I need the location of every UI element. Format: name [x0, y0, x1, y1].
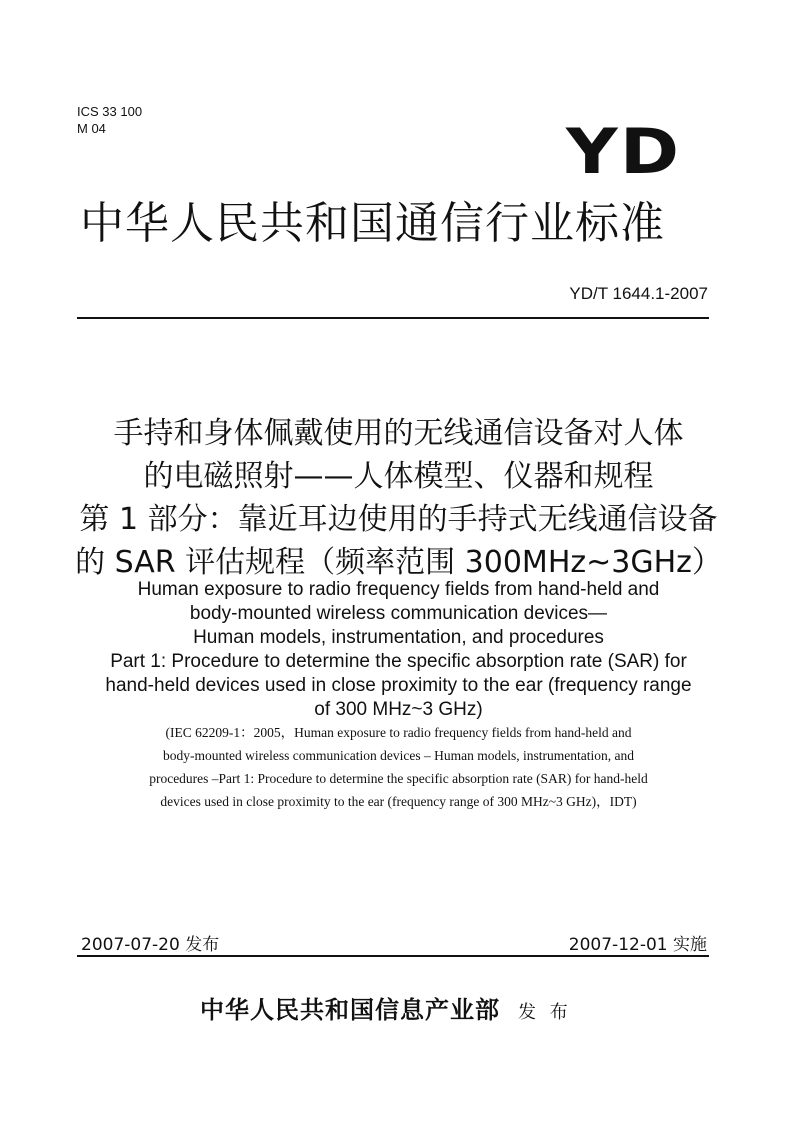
iec-note-line: body-mounted wireless communication devices – Human models, instrumentation, and [163, 748, 634, 763]
iec-note-line: (IEC 62209-1：2005，Human exposure to radio frequency fields from hand-held and [165, 725, 632, 740]
issuing-authority [200, 990, 572, 1025]
top-divider [77, 317, 709, 319]
english-title-line: of 300 MHz~3 GHz) [314, 699, 483, 720]
english-title [0, 578, 797, 722]
iec-note-line: devices used in close proximity to the ear (frequency range of 300 MHz~3 GHz)，IDT) [160, 794, 637, 809]
english-title-line: hand-held devices used in close proximity to the ear (frequency range [105, 675, 692, 696]
chinese-title [0, 412, 797, 584]
standard-number: YD/T 1644.1-2007 [569, 284, 708, 303]
issue-date: 2007-07-20 发布 [81, 935, 220, 955]
english-title-line: body-mounted wireless communication devices— [189, 603, 608, 624]
english-title-line: Human exposure to radio frequency fields from hand-held and [137, 579, 660, 600]
classification-codes [77, 103, 142, 137]
ccs-code: M 04 [77, 121, 106, 136]
english-title-line: Part 1: Procedure to determine the specific absorption rate (SAR) for [110, 651, 687, 672]
iec-equivalence-note [0, 721, 797, 813]
chinese-title-line: 的电磁照射——人体模型、仪器和规程 [143, 459, 654, 494]
iec-note-line: procedures –Part 1: Procedure to determine the specific absorption rate (SAR) for hand-held [149, 771, 648, 786]
yd-logo: YD [566, 115, 682, 188]
english-title-line: Human models, instrumentation, and procedures [193, 627, 604, 648]
chinese-title-line: 的 SAR 评估规程（频率范围 300MHz~3GHz） [75, 545, 722, 580]
bottom-divider [77, 955, 709, 957]
chinese-title-line: 第 1 部分：靠近耳边使用的手持式无线通信设备 [79, 502, 718, 537]
ics-code: ICS 33 100 [77, 104, 143, 119]
implementation-date: 2007-12-01 实施 [568, 935, 707, 955]
issuer-name: 中华人民共和国信息产业部 [200, 995, 500, 1024]
standard-category-title: 中华人民共和国通信行业标准 [80, 198, 665, 249]
chinese-title-line: 手持和身体佩戴使用的无线通信设备对人体 [113, 416, 684, 451]
issuer-action: 发 布 [518, 1002, 572, 1023]
